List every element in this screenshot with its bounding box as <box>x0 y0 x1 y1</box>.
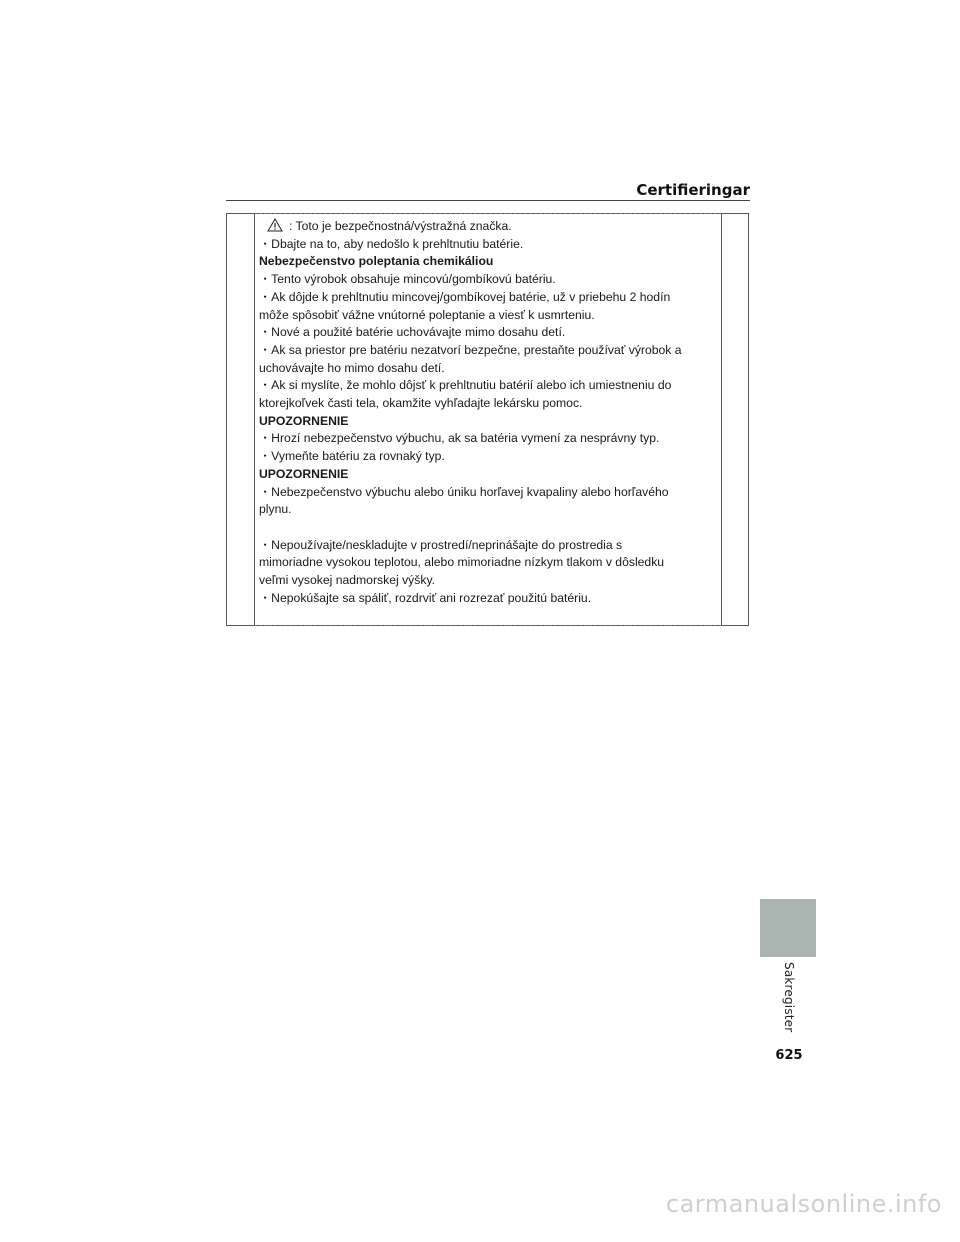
notice-line: ・Nepokúšajte sa spáliť, rozdrviť ani rozrezať použitú batériu. <box>259 590 592 605</box>
notice-line: ・Tento výrobok obsahuje mincovú/gombíkovú batériu. <box>259 272 556 287</box>
notice-line: ・Nové a použité batérie uchovávajte mimo dosahu detí. <box>259 325 566 340</box>
warning-triangle-icon <box>267 218 283 232</box>
warning-symbol-line <box>259 218 715 236</box>
notice-line: ・Ak sa priestor pre batériu nezatvorí bezpečne, prestaňte používať výrobok a <box>259 342 682 357</box>
notice-inner-frame <box>254 213 722 626</box>
notice-heading: UPOZORNENIE <box>259 413 349 428</box>
warning-symbol-text: : Toto je bezpečnostná/výstražná značka. <box>289 219 512 233</box>
notice-heading: Nebezpečenstvo poleptania chemikáliou <box>259 254 494 269</box>
notice-line: ・Nepoužívajte/neskladujte v prostredí/neprinášajte do prostredia s <box>259 537 623 552</box>
page-number: 625 <box>775 1048 803 1063</box>
notice-line: ・Ak dôjde k prehltnutiu mincovej/gombíkovej batérie, už v priebehu 2 hodín <box>259 289 671 304</box>
section-tab-marker <box>760 899 816 957</box>
notice-line: plynu. <box>259 502 292 517</box>
notice-content <box>259 218 715 607</box>
notice-line: ktorejkoľvek časti tela, okamžite vyhľadajte lekársku pomoc. <box>259 396 583 411</box>
notice-line: ・Hrozí nebezpečenstvo výbuchu, ak sa batéria vymení za nesprávny typ. <box>259 431 660 446</box>
notice-heading: UPOZORNENIE <box>259 466 349 481</box>
notice-line: uchovávajte ho mimo dosahu detí. <box>259 360 445 375</box>
section-tab-label: Sakregister <box>782 962 796 1033</box>
notice-line: ・Ak si myslíte, že mohlo dôjsť k prehltnutiu batérií alebo ich umiestneniu do <box>259 378 672 393</box>
notice-line: môže spôsobiť vážne vnútorné poleptanie a viesť k usmrteniu. <box>259 307 595 322</box>
notice-line: veľmi vysokej nadmorskej výšky. <box>259 573 436 588</box>
notice-line: mimoriadne vysokou teplotou, alebo mimoriadne nízkym tlakom v dôsledku <box>259 555 665 570</box>
notice-line: ・Nebezpečenstvo výbuchu alebo úniku horľavej kvapaliny alebo horľavého <box>259 484 669 499</box>
notice-line: ・Vymeňte batériu za rovnaký typ. <box>259 449 445 464</box>
battery-notice-box <box>226 213 749 626</box>
watermark: carmanualsonline.info <box>665 1190 942 1218</box>
notice-line: ・Dbajte na to, aby nedošlo k prehltnutiu batérie. <box>259 236 524 251</box>
header-rule <box>226 200 750 201</box>
notice-spacer <box>259 519 715 537</box>
section-title: Certifieringar <box>636 181 750 199</box>
